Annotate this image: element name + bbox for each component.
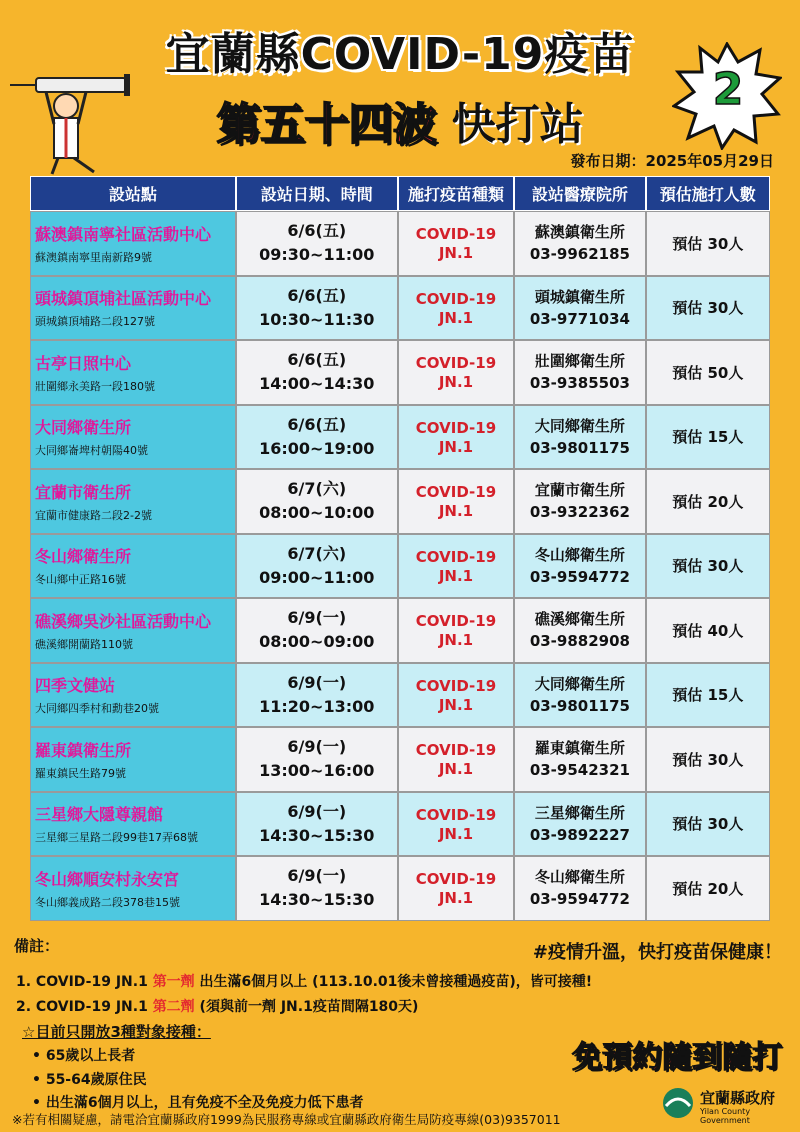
site-cell (30, 469, 236, 534)
hospital-phone: 03-9801175 (529, 696, 630, 715)
site-address: 蘇澳鎮南寧里南新路9號 (35, 250, 152, 264)
estimate-count: 預估 20人 (672, 879, 744, 898)
datetime-cell (236, 534, 398, 599)
slogan: #疫情升溫，快打疫苗保健康！ (532, 942, 782, 963)
note-2-text: 2. COVID-19 JN.1 (16, 999, 153, 1015)
estimate-cell (646, 792, 770, 857)
contact-footer: ※若有相關疑慮，請電洽宜蘭縣政府1999為民服務專線或宜蘭縣政府衛生局防疫專線(03)9357011 (12, 1112, 561, 1127)
table-row (30, 405, 770, 470)
datetime-cell (236, 856, 398, 921)
session-time: 08:00~10:00 (259, 503, 375, 523)
hospital-name: 冬山鄉衛生所 (534, 868, 625, 887)
estimate-count: 預估 20人 (672, 492, 744, 511)
session-time: 14:00~14:30 (259, 374, 375, 394)
eligibility-item: • 65歲以上長者 (32, 1048, 136, 1064)
hospital-phone: 03-9385503 (529, 374, 630, 393)
session-date: 6/9(一) (287, 801, 347, 821)
estimate-cell (646, 598, 770, 663)
estimate-cell (646, 276, 770, 341)
vaccination-schedule-table (30, 176, 770, 921)
session-time: 14:30~15:30 (259, 825, 375, 845)
site-cell (30, 792, 236, 857)
estimate-cell (646, 534, 770, 599)
vaccine-type: COVID-19 JN.1 (415, 483, 497, 521)
estimate-count: 預估 40人 (672, 621, 744, 640)
site-cell (30, 405, 236, 470)
table-row (30, 598, 770, 663)
site-address: 宜蘭市健康路二段2-2號 (35, 508, 152, 522)
estimate-count: 預估 30人 (672, 299, 744, 318)
site-name: 四季文健站 (35, 676, 116, 696)
col-header-hospital: 設站醫療院所 (514, 176, 645, 211)
site-address: 頭城鎮頂埔路二段127號 (35, 315, 155, 329)
estimate-count: 預估 30人 (672, 234, 744, 253)
site-cell (30, 534, 236, 599)
note-2-highlight: 第二劑 (152, 999, 195, 1015)
estimate-count: 預估 30人 (672, 815, 744, 834)
hospital-phone: 03-9962185 (529, 245, 630, 264)
site-name: 蘇澳鎮南寧社區活動中心 (35, 224, 212, 244)
hospital-phone: 03-9771034 (529, 309, 630, 328)
estimate-count: 預估 30人 (672, 750, 744, 769)
site-cell (30, 276, 236, 341)
hospital-cell (514, 534, 645, 599)
session-date: 6/6(五) (287, 414, 347, 434)
site-name: 三星鄉大隱尊親館 (35, 805, 164, 825)
session-date: 6/6(五) (287, 221, 347, 241)
vaccine-cell (398, 856, 514, 921)
table-row (30, 792, 770, 857)
session-time: 10:30~11:30 (259, 309, 375, 329)
title-line-1: 宜蘭縣COVID-19疫苗 (165, 29, 635, 80)
note-1-text: 1. COVID-19 JN.1 (16, 974, 153, 990)
vaccine-cell (398, 727, 514, 792)
hospital-cell (514, 211, 645, 276)
site-cell (30, 598, 236, 663)
table-row (30, 663, 770, 728)
table-row (30, 469, 770, 534)
vaccine-type: COVID-19 JN.1 (415, 870, 497, 908)
table-row (30, 276, 770, 341)
site-cell (30, 727, 236, 792)
vaccine-type: COVID-19 JN.1 (415, 225, 497, 263)
estimate-cell (646, 727, 770, 792)
hospital-cell (514, 792, 645, 857)
site-name: 頭城鎮頂埔社區活動中心 (35, 289, 212, 309)
datetime-cell (236, 792, 398, 857)
no-appointment-banner: 免預約隨到隨打 (572, 1040, 782, 1075)
vaccine-type: COVID-19 JN.1 (415, 547, 497, 585)
site-name: 宜蘭市衛生所 (35, 482, 132, 502)
hospital-cell (514, 276, 645, 341)
session-time: 11:20~13:00 (259, 696, 375, 716)
estimate-cell (646, 663, 770, 728)
table-row (30, 727, 770, 792)
vaccine-type: COVID-19 JN.1 (415, 354, 497, 392)
vaccine-type: COVID-19 JN.1 (415, 741, 497, 779)
session-date: 6/9(一) (287, 672, 347, 692)
hospital-phone: 03-9882908 (529, 632, 630, 651)
publish-date: 發布日期：2025年05月29日 (570, 152, 774, 170)
session-time: 16:00~19:00 (259, 438, 375, 458)
estimate-cell (646, 340, 770, 405)
site-address: 羅東鎮民生路79號 (35, 766, 126, 780)
hospital-cell (514, 663, 645, 728)
note-first-dose (16, 971, 592, 991)
hospital-name: 壯圍鄉衛生所 (534, 352, 625, 371)
session-time: 13:00~16:00 (259, 761, 375, 781)
datetime-cell (236, 663, 398, 728)
hospital-phone: 03-9892227 (529, 825, 630, 844)
hospital-name: 大同鄉衛生所 (534, 674, 625, 693)
session-date: 6/9(一) (287, 737, 347, 757)
hospital-name: 頭城鎮衛生所 (534, 287, 625, 306)
wave-title: 第五十四波 (216, 99, 437, 150)
table-row (30, 340, 770, 405)
site-cell (30, 211, 236, 276)
table-row (30, 856, 770, 921)
col-header-site: 設站點 (30, 176, 236, 211)
note-second-dose (16, 996, 418, 1016)
session-date: 6/7(六) (287, 543, 347, 563)
site-cell (30, 856, 236, 921)
vaccine-cell (398, 534, 514, 599)
session-date: 6/6(五) (287, 350, 347, 370)
vaccine-type: COVID-19 JN.1 (415, 805, 497, 843)
session-time: 09:00~11:00 (259, 567, 375, 587)
site-name: 冬山鄉衛生所 (35, 547, 132, 567)
hospital-cell (514, 405, 645, 470)
vaccine-cell (398, 211, 514, 276)
vaccine-cell (398, 469, 514, 534)
quick-station-title: 快打站 (451, 99, 584, 150)
datetime-cell (236, 727, 398, 792)
session-date: 6/6(五) (287, 285, 347, 305)
datetime-cell (236, 598, 398, 663)
eligibility-heading: ☆目前只開放3種對象接種： (22, 1023, 211, 1041)
estimate-count: 預估 15人 (672, 428, 744, 447)
hospital-name: 宜蘭市衛生所 (534, 481, 625, 500)
vaccine-cell (398, 792, 514, 857)
syringe-mascot-icon (6, 64, 136, 176)
session-time: 14:30~15:30 (259, 890, 375, 910)
hospital-name: 礁溪鄉衛生所 (534, 610, 625, 629)
notes-title: 備註： (14, 937, 60, 955)
vaccine-type: COVID-19 JN.1 (415, 676, 497, 714)
note-1-highlight: 第一劑 (152, 974, 195, 990)
government-name: 宜蘭縣政府 (700, 1089, 776, 1107)
vaccine-cell (398, 598, 514, 663)
hospital-cell (514, 340, 645, 405)
hospital-phone: 03-9801175 (529, 438, 630, 457)
badge-number: 2 (712, 64, 744, 115)
datetime-cell (236, 211, 398, 276)
hospital-name: 三星鄉衛生所 (534, 803, 625, 822)
hospital-name: 大同鄉衛生所 (534, 416, 625, 435)
hospital-phone: 03-9594772 (529, 567, 630, 586)
table-header-row (30, 176, 770, 211)
vaccine-cell (398, 276, 514, 341)
estimate-cell (646, 469, 770, 534)
site-cell (30, 663, 236, 728)
col-header-estimate: 預估施打人數 (646, 176, 770, 211)
estimate-count: 預估 15人 (672, 686, 744, 705)
session-date: 6/7(六) (287, 479, 347, 499)
site-name: 冬山鄉順安村永安宮 (35, 869, 180, 889)
site-address: 三星鄉三星路二段99巷17弄68號 (35, 831, 198, 845)
estimate-count: 預估 30人 (672, 557, 744, 576)
note-2-detail: (須與前一劑 JN.1疫苗間隔180天) (194, 999, 419, 1015)
col-header-vaccine: 施打疫苗種類 (398, 176, 514, 211)
datetime-cell (236, 276, 398, 341)
vaccine-type: COVID-19 JN.1 (415, 612, 497, 650)
site-address: 冬山鄉義成路二段378巷15號 (35, 895, 180, 909)
session-date: 6/9(一) (287, 866, 347, 886)
hospital-cell (514, 598, 645, 663)
site-cell (30, 340, 236, 405)
site-name: 古亭日照中心 (35, 353, 132, 373)
hospital-name: 羅東鎮衛生所 (534, 739, 625, 758)
site-address: 冬山鄉中正路16號 (35, 573, 126, 587)
hospital-cell (514, 469, 645, 534)
vaccine-type: COVID-19 JN.1 (415, 418, 497, 456)
hospital-name: 冬山鄉衛生所 (534, 545, 625, 564)
table-row (30, 534, 770, 599)
site-address: 壯圍鄉永美路一段180號 (35, 379, 155, 393)
hospital-phone: 03-9542321 (529, 761, 630, 780)
table-row (30, 211, 770, 276)
hospital-phone: 03-9594772 (529, 890, 630, 909)
site-address: 大同鄉四季村和勳巷20號 (35, 702, 159, 716)
note-1-detail: 出生滿6個月以上 (113.10.01後未曾接種過疫苗)，皆可接種! (194, 974, 593, 990)
eligibility-item: • 55-64歲原住民 (32, 1072, 147, 1088)
vaccine-cell (398, 340, 514, 405)
site-name: 羅東鎮衛生所 (35, 740, 132, 760)
datetime-cell (236, 469, 398, 534)
estimate-count: 預估 50人 (672, 363, 744, 382)
vaccine-cell (398, 663, 514, 728)
estimate-cell (646, 405, 770, 470)
hospital-cell (514, 856, 645, 921)
yilan-government-logo-icon (660, 1086, 700, 1120)
hospital-name: 蘇澳鎮衛生所 (534, 223, 625, 242)
session-time: 08:00~09:00 (259, 632, 375, 652)
site-address: 礁溪鄉開蘭路110號 (35, 637, 133, 651)
government-name-en: Yilan County Government (700, 1107, 751, 1125)
hospital-phone: 03-9322362 (529, 503, 630, 522)
site-name: 礁溪鄉吳沙社區活動中心 (35, 611, 212, 631)
eligibility-item: • 出生滿6個月以上，且有免疫不全及免疫力低下患者 (32, 1095, 364, 1111)
datetime-cell (236, 405, 398, 470)
session-date: 6/9(一) (287, 608, 347, 628)
estimate-cell (646, 211, 770, 276)
vaccine-cell (398, 405, 514, 470)
session-time: 09:30~11:00 (259, 245, 375, 265)
datetime-cell (236, 340, 398, 405)
table-body (30, 211, 770, 921)
site-name: 大同鄉衛生所 (35, 418, 132, 438)
estimate-cell (646, 856, 770, 921)
col-header-datetime: 設站日期、時間 (236, 176, 398, 211)
vaccine-type: COVID-19 JN.1 (415, 289, 497, 327)
site-address: 大同鄉崙埤村朝陽40號 (35, 444, 148, 458)
hospital-cell (514, 727, 645, 792)
